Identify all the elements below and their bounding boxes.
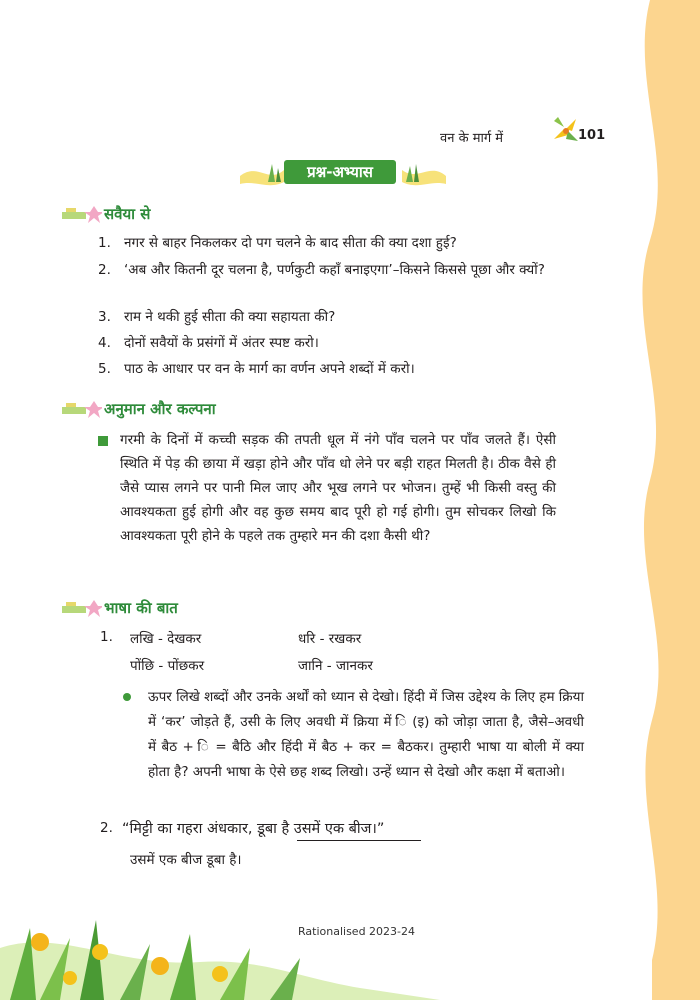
section-heading-anuman: अनुमान और कल्पना bbox=[104, 400, 216, 418]
question-number: 2. bbox=[100, 820, 113, 836]
flower-icon bbox=[60, 203, 102, 225]
word-pair: पोंछि - पोंछकर bbox=[130, 658, 205, 674]
chapter-title: वन के मार्ग में bbox=[440, 131, 504, 146]
grass-decoration bbox=[0, 908, 440, 1000]
language-paragraph: ऊपर लिखे शब्दों और उनके अर्थों को ध्यान से देखो। हिंदी में जिस उद्देश्य के लिए हम क्रिया में ‘कर’ जोड़ते हैं, उसी के लिए अवधी में क्रिया में ि (इ) को जोड़ा जाता है, जैसे–अवधी में बैठ + ि = बैठि और हिंदी में बैठ + कर = बैठकर। तुम्हारी भाषा या बोली में क्या होता है? अपनी भाषा के ऐसे छह शब्द लिखो। उन्हें ध्यान से देखो और कक्षा में बताओ। bbox=[148, 689, 584, 780]
question-number: 1. bbox=[100, 629, 113, 645]
exercise-title: प्रश्न-अभ्यास bbox=[284, 160, 396, 184]
answer-line: उसमें एक बीज डूबा है। bbox=[130, 852, 242, 868]
flower-icon bbox=[60, 597, 102, 619]
footer-rationalised: Rationalised 2023-24 bbox=[298, 925, 416, 938]
section-heading-savaiya: सवैया से bbox=[104, 205, 151, 223]
imagination-paragraph: गरमी के दिनों में कच्ची सड़क की तपती धूल में नंगे पाँव चलने पर पाँव जलते हैं। ऐसी स्थिति में पेड़ की छाया में खड़ा होने और पाँव धो लेने पर बड़ी राहत मिलती है। ठीक वैसे ही जैसे प्यास लगने पर पानी मिल जाए और भूख लगने पर भोजन। तुम्हें भी किसी वस्तु की आवश्यकता हुई होगी और वह कुछ समय बाद पूरी हो गई होगी। तुम सोचकर लिखो कि आवश्यकता पूरी होने के पहले तक तुम्हारे मन की दशा कैसी थी? bbox=[120, 432, 556, 544]
running-header bbox=[440, 128, 503, 146]
square-bullet-icon bbox=[98, 436, 108, 446]
quoted-line: “मिट्टी का गहरा अंधकार, डूबा है उसमें एक बीज।” bbox=[122, 821, 385, 837]
underline bbox=[297, 840, 421, 841]
exercise-banner bbox=[238, 156, 448, 190]
word-pair: लखि - देखकर bbox=[130, 631, 202, 647]
section-heading-bhasha: भाषा की बात bbox=[104, 599, 178, 617]
flower-icon bbox=[60, 398, 102, 420]
word-pair: जानि - जानकर bbox=[298, 658, 373, 674]
word-pair: धरि - रखकर bbox=[298, 631, 362, 647]
page-number: 101 bbox=[578, 128, 606, 143]
round-bullet-icon bbox=[123, 693, 131, 701]
